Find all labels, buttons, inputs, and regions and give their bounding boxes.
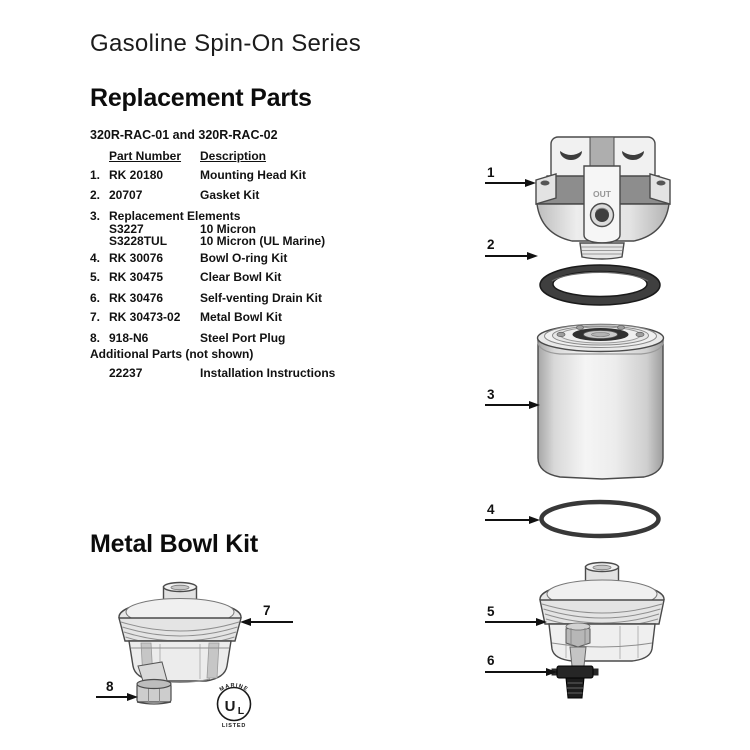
ul-letter-l: L (237, 705, 245, 717)
table-row-additional (90, 366, 460, 381)
callout-2 (485, 237, 538, 260)
part-number: S3227 (109, 222, 144, 236)
table-row (90, 234, 460, 249)
callout-6 (485, 653, 557, 676)
column-header-description: Description (200, 149, 267, 163)
part-number: RK 30076 (109, 251, 164, 265)
part-number: RK 30473-02 (109, 310, 181, 324)
table-row (90, 331, 460, 346)
part-description: Steel Port Plug (200, 331, 286, 345)
callout-6-label: 6 (487, 653, 495, 668)
callout-3-label: 3 (487, 387, 495, 402)
table-row (90, 291, 460, 306)
ul-listed-text: LISTED (221, 723, 247, 729)
part-description: Gasket Kit (200, 188, 260, 202)
ul-letter-u: U (224, 698, 236, 715)
part-description: 10 Micron (UL Marine) (200, 234, 326, 248)
callout-5-label: 5 (487, 604, 495, 619)
mounting-head-figure (536, 137, 670, 259)
part-description: Self-venting Drain Kit (200, 291, 323, 305)
part-number: 20707 (109, 188, 143, 202)
row-number: 7. (90, 310, 101, 324)
ul-listed-mark (218, 683, 251, 729)
row-number: 8. (90, 331, 101, 345)
model-numbers-line: 320R-RAC-01 and 320R-RAC-02 (90, 128, 278, 142)
filter-element-figure (538, 325, 664, 480)
callout-8 (96, 679, 138, 701)
row-number: 6. (90, 291, 101, 305)
bowl-o-ring-figure (542, 502, 659, 536)
callout-1 (485, 165, 536, 187)
section-heading-replacement-parts: Replacement Parts (90, 84, 312, 112)
part-description: Installation Instructions (200, 366, 336, 380)
part-number: S3228TUL (109, 234, 168, 248)
part-number: 22237 (109, 366, 143, 380)
part-description: 10 Micron (200, 222, 257, 236)
callout-5 (485, 604, 547, 626)
row-number: 5. (90, 270, 101, 284)
table-row (90, 270, 460, 285)
part-description: Bowl O-ring Kit (200, 251, 288, 265)
callout-4-arrow (529, 516, 540, 524)
part-number: RK 30476 (109, 291, 164, 305)
page-title: Gasoline Spin-On Series (90, 30, 362, 57)
part-description: Mounting Head Kit (200, 168, 306, 182)
table-row (90, 251, 460, 266)
row-number: 4. (90, 251, 101, 265)
callout-1-label: 1 (487, 165, 495, 180)
column-header-part-number: Part Number (109, 149, 182, 163)
callout-8-arrow (127, 693, 138, 701)
callout-4-label: 4 (487, 502, 495, 517)
callout-7 (240, 603, 293, 626)
steel-port-plug (137, 680, 171, 705)
self-venting-drain (552, 666, 599, 698)
row-number: 3. (90, 209, 101, 223)
row-number: 2. (90, 188, 101, 202)
clear-bowl-figure (540, 563, 664, 699)
row-number: 1. (90, 168, 101, 182)
part-number: Replacement Elements (109, 209, 241, 223)
table-row (90, 168, 460, 183)
gasket-figure (540, 265, 660, 305)
part-description: Metal Bowl Kit (200, 310, 283, 324)
callout-3 (485, 387, 540, 409)
part-number: RK 20180 (109, 168, 164, 182)
metal-bowl-kit-diagram (85, 575, 300, 740)
callout-2-label: 2 (487, 237, 495, 252)
table-header-row (90, 149, 460, 164)
table-row (90, 188, 460, 203)
additional-parts-heading: Additional Parts (not shown) (90, 347, 254, 361)
part-number: RK 30475 (109, 270, 164, 284)
out-port-label: OUT (593, 189, 611, 199)
callout-2-arrow (527, 252, 538, 260)
callout-7-arrow (240, 618, 251, 626)
ul-marine-arc-text: MARINE (218, 682, 250, 694)
section-heading-metal-bowl-kit: Metal Bowl Kit (90, 530, 259, 558)
table-row (90, 310, 460, 325)
callout-8-label: 8 (106, 679, 114, 694)
part-description: Clear Bowl Kit (200, 270, 282, 284)
callout-7-label: 7 (263, 603, 271, 618)
part-number: 918-N6 (109, 331, 149, 345)
callout-4 (485, 502, 540, 524)
callout-1-arrow (525, 179, 536, 187)
exploded-view-diagram (455, 110, 750, 750)
